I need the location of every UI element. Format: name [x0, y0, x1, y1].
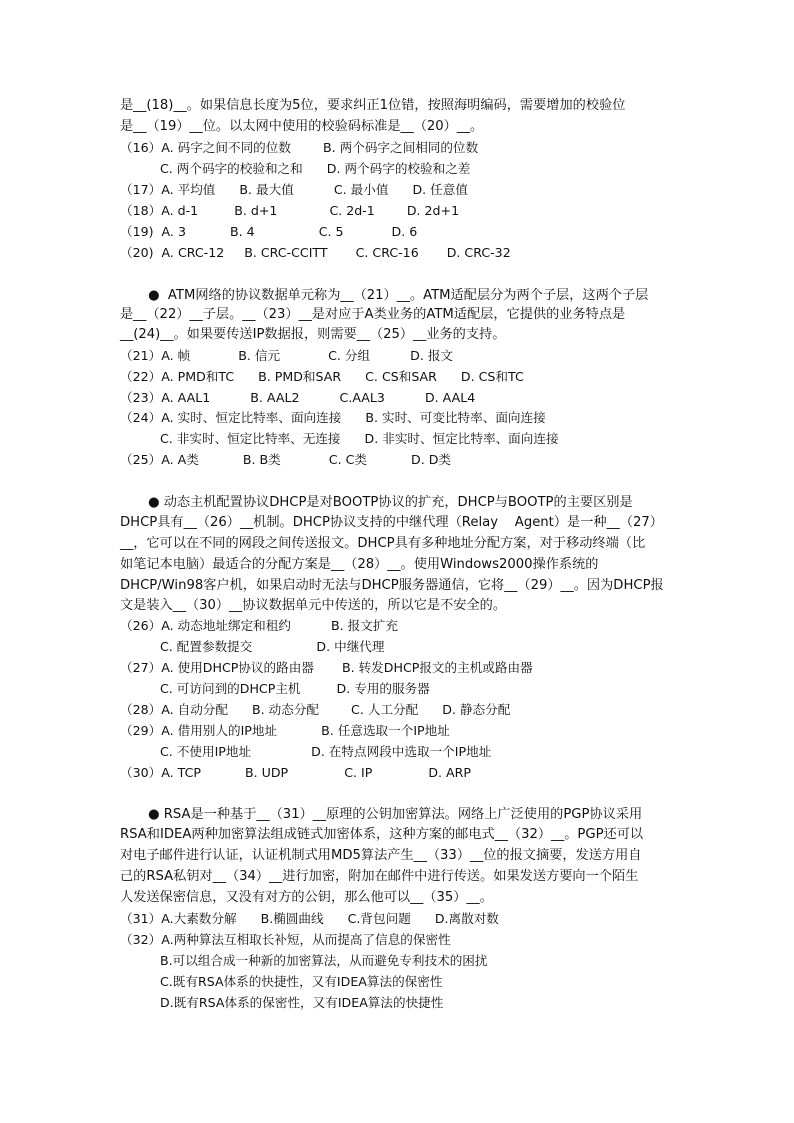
- s1-option-19: （19) A. 3 B. 4 C. 5 D. 6: [120, 224, 418, 239]
- s4-paragraph-line-5: 人发送保密信息，又没有对方的公钥，那么他可以__（35）__。: [120, 890, 493, 905]
- s2-paragraph-line-3: __(24)__。如果要传送IP数据报，则需要__（25）__业务的支持。: [120, 327, 506, 342]
- s2-paragraph-line-1: ● ATM网络的协议数据单元称为__（21）__。ATM适配层分为两个子层，这两个子层: [148, 288, 649, 303]
- s3-paragraph-line-4: 如笔记本电脑）最适合的分配方案是__（28）__。使用Windows2000操作系统的: [120, 557, 599, 572]
- s3-option-27-cd: C. 可访问到的DHCP主机 D. 专用的服务器: [160, 681, 430, 696]
- s1-option-18: （18）A. d-1 B. d+1 C. 2d-1 D. 2d+1: [120, 203, 460, 218]
- s2-paragraph-line-2: 是__（22）__子层。__（23）__是对应于A类业务的ATM适配层，它提供的业务特点是: [120, 307, 626, 322]
- s2-option-25: （25）A. A类 B. B类 C. C类 D. D类: [120, 452, 451, 467]
- s3-option-27: （27）A. 使用DHCP协议的路由器 B. 转发DHCP报文的主机或路由器: [120, 660, 533, 675]
- s3-paragraph-line-5: DHCP/Win98客户机，如果启动时无法与DHCP服务器通信，它将__（29）__。因为DHCP报: [120, 578, 664, 593]
- s4-paragraph-line-4: 己的RSA私钥对__（34）__进行加密，附加在邮件中进行传送。如果发送方要向一个陌生: [120, 869, 639, 884]
- s2-option-22: （22）A. PMD和TC B. PMD和SAR C. CS和SAR D. CS和TC: [120, 369, 524, 384]
- s3-paragraph-line-6: 文是装入__（30）__协议数据单元中传送的，所以它是不安全的。: [120, 598, 507, 613]
- s1-option-20: （20) A. CRC-12 B. CRC-CCITT C. CRC-16 D. CRC-32: [120, 245, 511, 260]
- s2-option-24: （24）A. 实时、恒定比特率、面向连接 B. 实时、可变比特率、面向连接: [120, 410, 546, 425]
- s3-option-30: （30）A. TCP B. UDP C. IP D. ARP: [120, 765, 472, 780]
- s1-option-16: （16）A. 码字之间不同的位数 B. 两个码字之间相同的位数: [120, 140, 479, 155]
- s3-paragraph-line-2: DHCP具有__（26）__机制。DHCP协议支持的中继代理（Relay Agent）是一种__（27）: [120, 515, 663, 530]
- s4-option-32-b: B.可以组合成一种新的加密算法，从而避免专利技术的困扰: [160, 953, 488, 968]
- s3-option-29: （29）A. 借用别人的IP地址 B. 任意选取一个IP地址: [120, 723, 450, 738]
- s4-option-31: （31）A.大素数分解 B.椭圆曲线 C.背包问题 D.离散对数: [120, 911, 499, 926]
- s4-option-32: （32）A.两种算法互相取长补短，从而提高了信息的保密性: [120, 932, 451, 947]
- s3-option-26-cd: C. 配置参数提交 D. 中继代理: [160, 639, 385, 654]
- s3-paragraph-line-3: __，它可以在不同的网段之间传送报文。DHCP具有多种地址分配方案，对于移动终端（比: [120, 536, 646, 551]
- s3-paragraph-line-1: ● 动态主机配置协议DHCP是对BOOTP协议的扩充，DHCP与BOOTP的主要区别是: [148, 495, 633, 510]
- s4-paragraph-line-3: 对电子邮件进行认证，认证机制式用MD5算法产生__（33）__位的报文摘要，发送方用自: [120, 848, 642, 863]
- s1-paragraph-line-1: 是__(18)__。如果信息长度为5位，要求纠正1位错，按照海明编码，需要增加的校验位: [120, 98, 626, 113]
- s1-paragraph-line-2: 是__（19）__位。以太网中使用的校验码标准是__（20）__。: [120, 119, 484, 134]
- s4-option-32-d: D.既有RSA体系的保密性，又有IDEA算法的快捷性: [160, 995, 444, 1010]
- s2-option-24-cd: C. 非实时、恒定比特率、无连接 D. 非实时、恒定比特率、面向连接: [160, 431, 559, 446]
- s4-option-32-c: C.既有RSA体系的快捷性，又有IDEA算法的保密性: [160, 974, 443, 989]
- s4-paragraph-line-1: ● RSA是一种基于__（31）__原理的公钥加密算法。网络上广泛使用的PGP协议采用: [148, 807, 643, 822]
- s4-paragraph-line-2: RSA和IDEA两种加密算法组成链式加密体系，这种方案的邮电式__（32）__。PGP还可以: [120, 827, 644, 842]
- s3-option-29-cd: C. 不使用IP地址 D. 在特点网段中选取一个IP地址: [160, 744, 492, 759]
- s2-option-21: （21）A. 帧 B. 信元 C. 分组 D. 报文: [120, 348, 454, 363]
- s3-option-28: （28）A. 自动分配 B. 动态分配 C. 人工分配 D. 静态分配: [120, 702, 511, 717]
- s1-option-16-cd: C. 两个码字的校验和之和 D. 两个码字的校验和之差: [160, 161, 471, 176]
- s2-option-23: （23）A. AAL1 B. AAL2 C.AAL3 D. AAL4: [120, 390, 476, 405]
- s3-option-26: （26）A. 动态地址绑定和租约 B. 报文扩充: [120, 618, 399, 633]
- s1-option-17: （17）A. 平均值 B. 最大值 C. 最小值 D. 任意值: [120, 182, 468, 197]
